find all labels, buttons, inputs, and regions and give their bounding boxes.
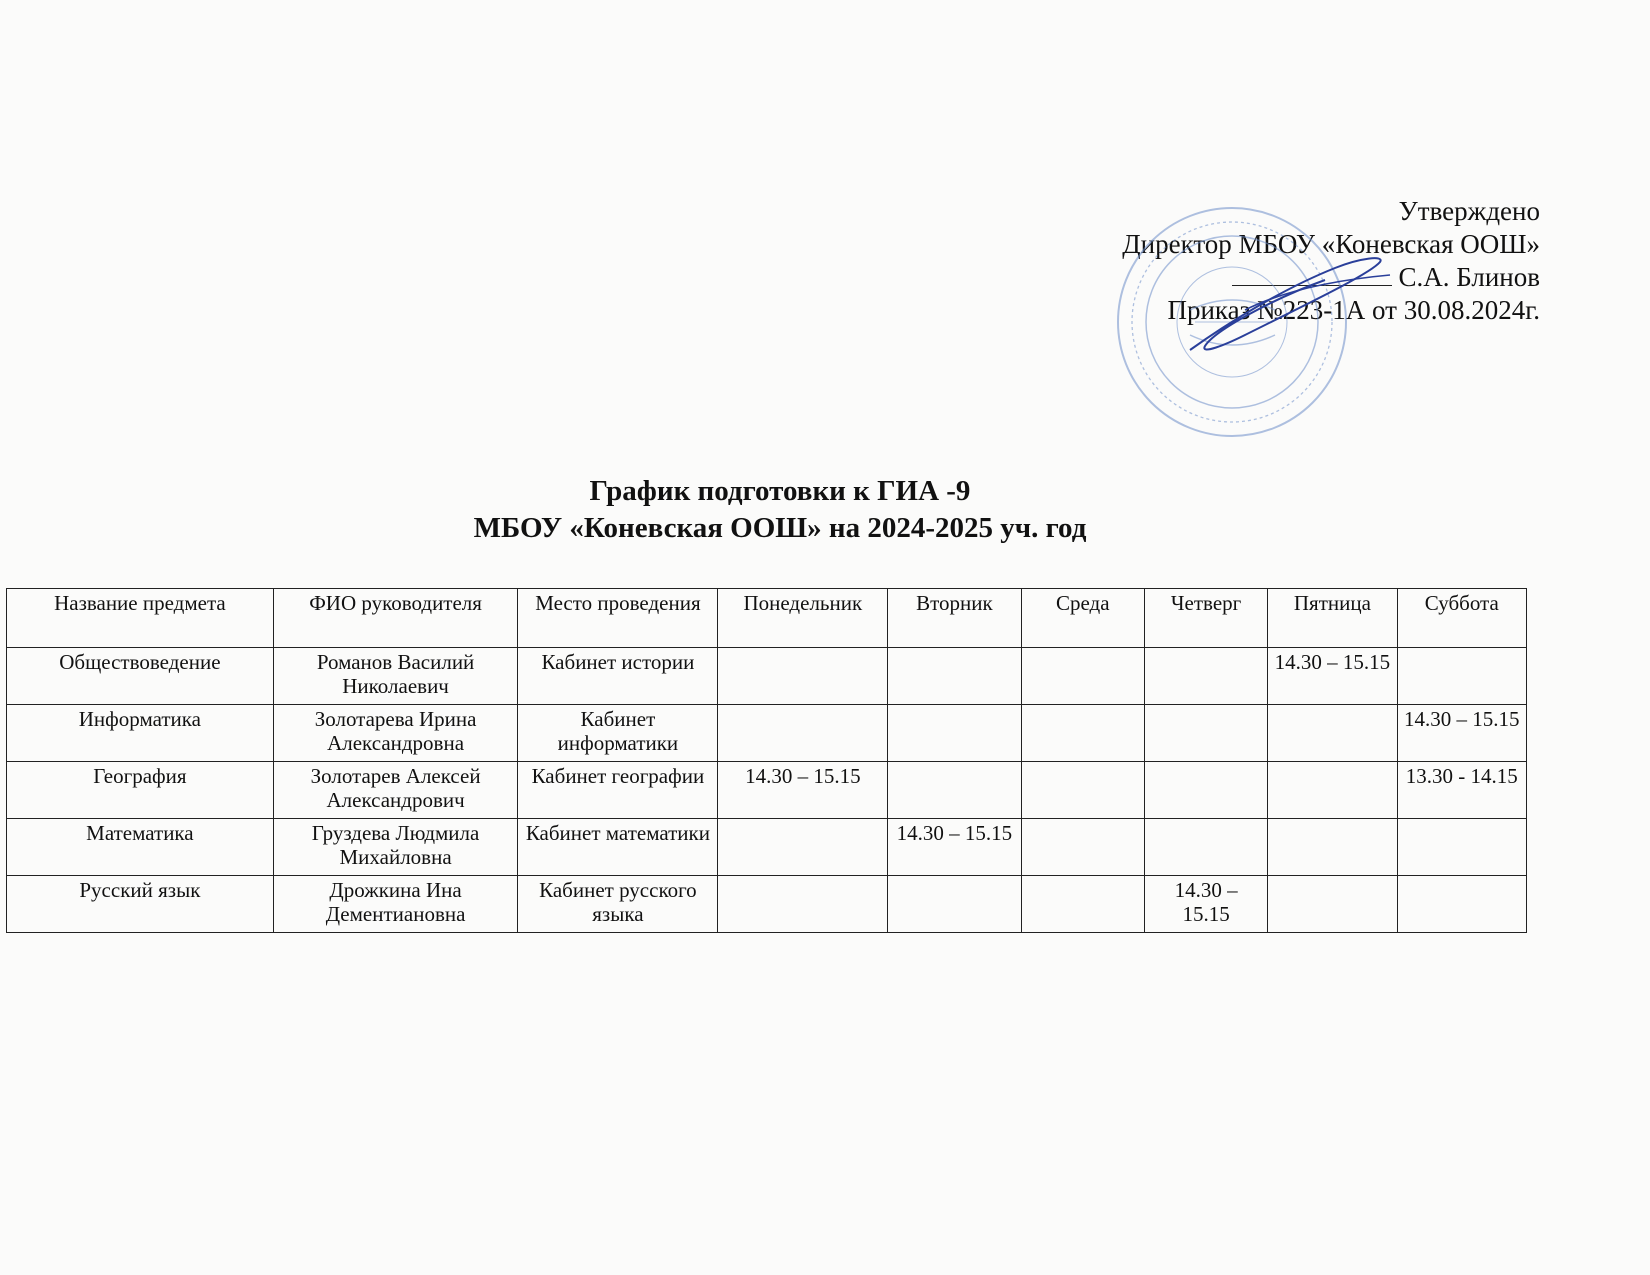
cell-monday	[718, 876, 888, 933]
table-header-row	[7, 589, 1527, 648]
table-row	[7, 705, 1527, 762]
cell-thursday	[1144, 819, 1267, 876]
cell-subject: Русский язык	[7, 876, 274, 933]
cell-monday	[718, 648, 888, 705]
cell-thursday	[1144, 762, 1267, 819]
cell-teacher: Дрожкина Ина Дементиановна	[273, 876, 518, 933]
header-tuesday: Вторник	[888, 589, 1021, 648]
header-monday: Понедельник	[718, 589, 888, 648]
header-friday: Пятница	[1268, 589, 1397, 648]
cell-wednesday	[1021, 876, 1144, 933]
cell-thursday	[1144, 705, 1267, 762]
cell-tuesday	[888, 762, 1021, 819]
cell-tuesday: 14.30 – 15.15	[888, 819, 1021, 876]
cell-thursday	[1144, 648, 1267, 705]
header-location: Место проведения	[518, 589, 718, 648]
cell-teacher: Золотарева Ирина Александровна	[273, 705, 518, 762]
cell-saturday	[1397, 648, 1526, 705]
cell-friday	[1268, 876, 1397, 933]
header-thursday: Четверг	[1144, 589, 1267, 648]
approval-signer: С.А. Блинов	[1398, 262, 1540, 292]
cell-location: Кабинет географии	[518, 762, 718, 819]
cell-wednesday	[1021, 819, 1144, 876]
cell-saturday: 14.30 – 15.15	[1397, 705, 1526, 762]
cell-subject: Математика	[7, 819, 274, 876]
approval-label: Утверждено	[1398, 196, 1540, 226]
title-line-2: МБОУ «Коневская ООШ» на 2024-2025 уч. год	[473, 512, 1087, 544]
table-row	[7, 876, 1527, 933]
cell-location: Кабинет русского языка	[518, 876, 718, 933]
cell-location: Кабинет истории	[518, 648, 718, 705]
cell-subject: Обществоведение	[7, 648, 274, 705]
approval-order: Приказ №223-1А от 30.08.2024г.	[1167, 295, 1540, 325]
cell-subject: Информатика	[7, 705, 274, 762]
cell-monday	[718, 819, 888, 876]
cell-teacher: Груздева Людмила Михайловна	[273, 819, 518, 876]
header-teacher: ФИО руководителя	[273, 589, 518, 648]
cell-saturday: 13.30 - 14.15	[1397, 762, 1526, 819]
header-saturday: Суббота	[1397, 589, 1526, 648]
cell-friday: 14.30 – 15.15	[1268, 648, 1397, 705]
header-subject: Название предмета	[7, 589, 274, 648]
schedule-table	[6, 588, 1527, 933]
cell-teacher: Золотарев Алексей Александрович	[273, 762, 518, 819]
table-row	[7, 762, 1527, 819]
cell-teacher: Романов Василий Николаевич	[273, 648, 518, 705]
cell-monday: 14.30 – 15.15	[718, 762, 888, 819]
cell-location: Кабинет математики	[518, 819, 718, 876]
table-row	[7, 819, 1527, 876]
cell-tuesday	[888, 648, 1021, 705]
signature-icon	[1185, 250, 1395, 360]
cell-friday	[1268, 705, 1397, 762]
cell-saturday	[1397, 819, 1526, 876]
header-wednesday: Среда	[1021, 589, 1144, 648]
document-title	[0, 473, 1560, 547]
cell-saturday	[1397, 876, 1526, 933]
cell-location: Кабинет информатики	[518, 705, 718, 762]
title-line-1: График подготовки к ГИА -9	[589, 475, 971, 507]
cell-tuesday	[888, 705, 1021, 762]
cell-monday	[718, 705, 888, 762]
cell-thursday: 14.30 – 15.15	[1144, 876, 1267, 933]
cell-subject: География	[7, 762, 274, 819]
cell-wednesday	[1021, 648, 1144, 705]
cell-wednesday	[1021, 705, 1144, 762]
cell-friday	[1268, 819, 1397, 876]
table-row	[7, 648, 1527, 705]
cell-friday	[1268, 762, 1397, 819]
cell-tuesday	[888, 876, 1021, 933]
approval-director: Директор МБОУ «Коневская ООШ»	[1122, 229, 1540, 259]
cell-wednesday	[1021, 762, 1144, 819]
